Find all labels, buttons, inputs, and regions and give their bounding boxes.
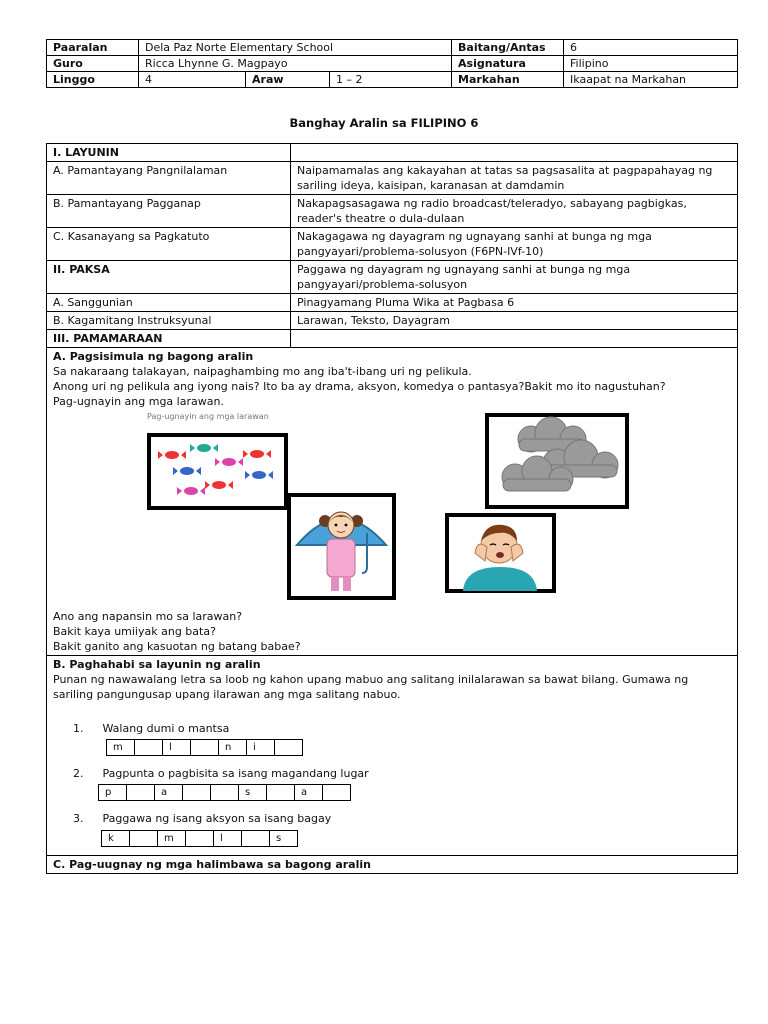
baitang-value: 6 [564,40,738,56]
section-c-heading: C. Pag-uugnay ng mga halimbawa sa bagong aralin [47,856,738,874]
letter-box[interactable]: s [270,831,298,847]
pamamaraan-empty [291,330,738,348]
letter-box[interactable] [191,740,219,756]
letter-box[interactable] [130,831,158,847]
row-label: B. Kagamitang Instruksyunal [47,312,291,330]
letter-boxes-1[interactable] [106,739,303,756]
section-b-heading: B. Paghahabi sa layunin ng aralin [53,658,261,671]
paksa-heading: II. PAKSA [47,261,291,294]
lesson-plan-table [46,143,738,874]
row-label: A. Sanggunian [47,294,291,312]
item-text: Paggawa ng isang aksyon sa isang bagay [102,812,332,825]
item-number: 2. [73,767,84,780]
layunin-empty [291,144,738,162]
item-number: 1. [73,722,84,735]
asignatura-label: Asignatura [452,56,564,72]
letter-box[interactable]: a [295,785,323,801]
section-a-line3: Pag-ugnayin ang mga larawan. [53,395,224,408]
letter-box[interactable] [275,740,303,756]
letter-box[interactable] [242,831,270,847]
pamamaraan-heading: III. PAMAMARAAN [47,330,291,348]
section-b-instruction: Punan ng nawawalang letra sa loob ng kahon upang mabuo ang salitang inilalarawan sa bawat bilang. Gumawa ng sariling pangungusap upang ilarawan ang mga salitang nabuo. [53,673,689,701]
crying-boy-picture [445,513,556,593]
row-value: Nakagagawa ng dayagram ng ugnayang sanhi at bunga ng mga pangyayari/problema-solusyon (F6PN-IVf-10) [291,228,738,261]
row-label: C. Kasanayang sa Pagkatuto [47,228,291,261]
item-text: Pagpunta o pagbisita sa isang magandang lugar [102,767,369,780]
markahan-value: Ikaapat na Markahan [564,72,738,88]
section-b [47,656,738,856]
row-value: Naipamamalas ang kakayahan at tatas sa pagsasalita at pagpapahayag ng sariling ideya, kaisipan, karanasan at damdamin [291,162,738,195]
araw-label: Araw [246,72,330,88]
item-2 [53,766,731,781]
paaralan-label: Paaralan [47,40,139,56]
letter-box[interactable]: l [163,740,191,756]
girl-umbrella-picture [287,493,396,600]
row-label: A. Pamantayang Pangnilalaman [47,162,291,195]
letter-box[interactable] [127,785,155,801]
letter-box[interactable] [183,785,211,801]
section-a-line1: Sa nakaraang talakayan, naipaghambing mo ang iba't-ibang uri ng pelikula. [53,365,472,378]
item-number: 3. [73,812,84,825]
section-a-line2: Anong uri ng pelikula ang iyong nais? Ito ba ay drama, aksyon, komedya o pantasya?Bakit mo ito nagustuhan? [53,380,666,393]
letter-box[interactable]: m [158,831,186,847]
letter-box[interactable] [135,740,163,756]
pictures-area [53,409,731,609]
layunin-heading: I. LAYUNIN [47,144,291,162]
section-a-question3: Bakit ganito ang kasuotan ng batang babae? [53,640,301,653]
letter-box[interactable]: p [99,785,127,801]
letter-box[interactable]: k [102,831,130,847]
paksa-value: Paggawa ng dayagram ng ugnayang sanhi at bunga ng mga pangyayari/problema-solusyon [291,261,738,294]
clouds-picture [485,413,629,509]
markahan-label: Markahan [452,72,564,88]
item-1 [53,721,731,736]
letter-box[interactable] [186,831,214,847]
letter-box[interactable]: a [155,785,183,801]
row-value: Larawan, Teksto, Dayagram [291,312,738,330]
item-3 [53,811,731,826]
letter-boxes-3[interactable] [101,830,298,847]
letter-box[interactable]: s [239,785,267,801]
row-value: Nakapagsasagawa ng radio broadcast/teleradyo, sabayang pagbigkas, reader's theatre o dula-dulaan [291,195,738,228]
letter-box[interactable] [211,785,239,801]
paaralan-value: Dela Paz Norte Elementary School [139,40,452,56]
page-title: Banghay Aralin sa FILIPINO 6 [289,116,479,130]
linggo-label: Linggo [47,72,139,88]
guro-label: Guro [47,56,139,72]
section-a-question2: Bakit kaya umiiyak ang bata? [53,625,216,638]
faded-caption: Pag-ugnayin ang mga larawan [147,412,269,421]
header-table [46,39,738,88]
guro-value: Ricca Lhynne G. Magpayo [139,56,452,72]
araw-value: 1 – 2 [330,72,452,88]
section-a-question1: Ano ang napansin mo sa larawan? [53,610,243,623]
letter-box[interactable]: i [247,740,275,756]
letter-box[interactable]: n [219,740,247,756]
letter-box[interactable]: m [107,740,135,756]
letter-box[interactable] [267,785,295,801]
row-label: B. Pamantayang Pagganap [47,195,291,228]
baitang-label: Baitang/Antas [452,40,564,56]
letter-boxes-2[interactable] [98,784,351,801]
section-a-heading: A. Pagsisimula ng bagong aralin [53,350,254,363]
letter-box[interactable]: l [214,831,242,847]
item-text: Walang dumi o mantsa [102,722,230,735]
letter-box[interactable] [323,785,351,801]
section-a [47,348,738,656]
asignatura-value: Filipino [564,56,738,72]
row-value: Pinagyamang Pluma Wika at Pagbasa 6 [291,294,738,312]
candies-picture [147,433,288,510]
linggo-value: 4 [139,72,246,88]
